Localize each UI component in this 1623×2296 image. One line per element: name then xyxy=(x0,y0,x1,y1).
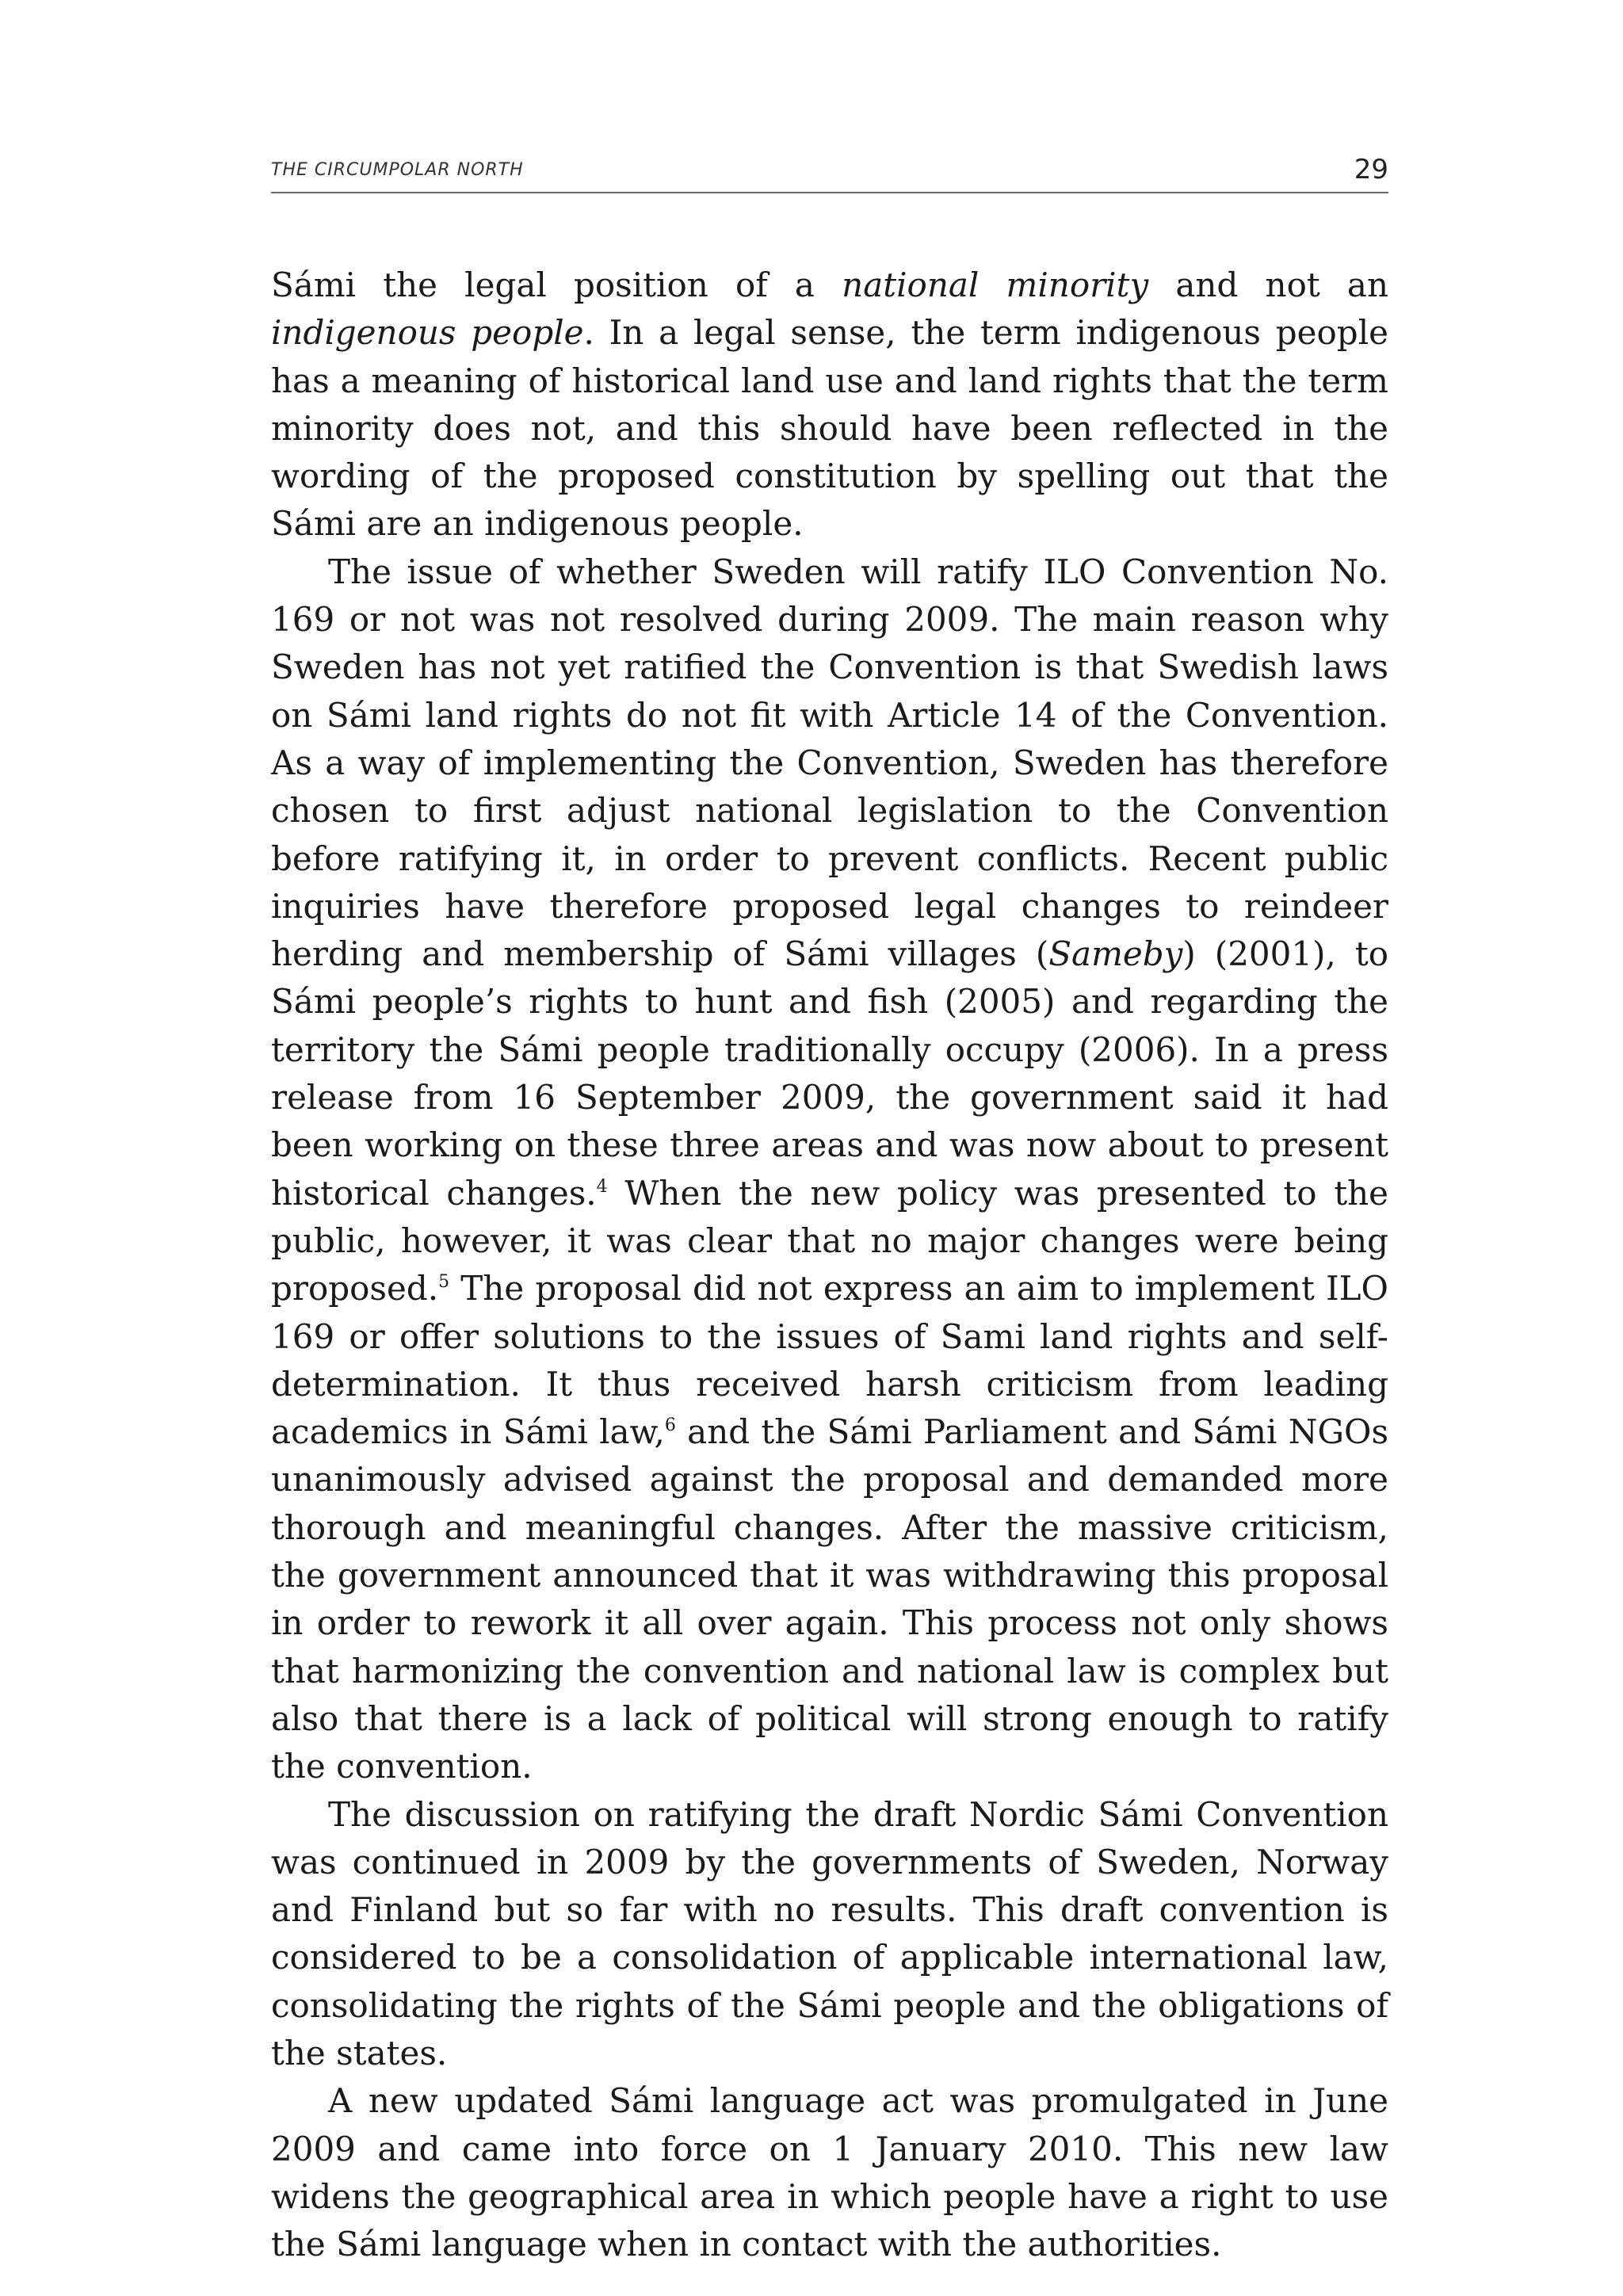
footnote-ref[interactable]: 6 xyxy=(664,1415,676,1436)
italic-term: indigenous people xyxy=(271,313,584,353)
text-run: and not an xyxy=(1148,266,1388,304)
text-run: The proposal did not express an aim to implement ILO 169 or offer solutions to the issues of Sami land rights and self-determination. It thus received harsh criticism from leading academics in Sámi law, xyxy=(271,1269,1388,1452)
text-run: The issue of whether Sweden will ratify ILO Convention No. 169 or not was not resolved during 2009. The main reason why Sweden has not yet ratified the Convention is that Swedish laws on Sámi land rights do not fit with Article 14 of the Convention. As a way of implementing the Convention, Sweden has therefore chosen to first adjust national legislation to the Convention before ratifying it, in order to prevent conflicts. Recent public inquiries have therefore proposed legal changes to reindeer herding and membership of Sámi villages ( xyxy=(271,552,1388,974)
body-text xyxy=(271,262,1388,2268)
footnote-ref[interactable]: 4 xyxy=(596,1176,608,1197)
paragraph xyxy=(271,262,1388,548)
text-run: ) (2001), to Sámi people’s rights to hunt and fish (2005) and regarding the territory the Sámi people traditionally occupy (2006). In a press release from 16 September 2009, the government said it had been working on these three areas and was now about to present historical changes. xyxy=(271,934,1389,1213)
page-number: 29 xyxy=(1354,154,1388,185)
italic-term: national minority xyxy=(842,266,1149,304)
running-header xyxy=(271,155,1388,193)
text-run: and the Sámi Parliament and Sámi NGOs unanimously advised against the proposal and demanded more thorough and meaningful changes. After the massive criticism, the government announced that it was withdrawing this proposal in order to rework it all over again. This process not only shows that harmonizing the convention and national law is complex but also that there is a lack of political will strong enough to ratify the convention. xyxy=(271,1412,1389,1786)
paragraph xyxy=(271,1791,1388,2078)
paragraph xyxy=(271,548,1388,1791)
italic-term: Sameby xyxy=(1048,934,1183,974)
text-run: . In a legal sense, the term indigenous people has a meaning of historical land use and land rights that the term minority does not, and this should have been reflected in the wording of the proposed constitution by spelling out that the Sámi are an indigenous people. xyxy=(271,313,1388,544)
running-title: THE CIRCUMPOLAR NORTH xyxy=(271,160,524,180)
text-run: A new updated Sámi language act was promulgated in June 2009 and came into force on 1 January 2010. This new law widens the geographical area in which people have a right to use the Sámi language when in contact with the authorities. xyxy=(271,2081,1388,2264)
text-run: Sámi the legal position of a xyxy=(271,266,842,304)
paragraph xyxy=(271,2077,1388,2268)
text-run: When the new policy was presented to the public, however, it was clear that no major changes were being proposed. xyxy=(271,1173,1388,1308)
text-run: The discussion on ratifying the draft Nordic Sámi Convention was continued in 2009 by the governments of Sweden, Norway and Finland but so far with no results. This draft convention is considered to be a consolidation of applicable international law, consolidating the rights of the Sámi people and the obligations of the states. xyxy=(271,1794,1388,2073)
footnote-ref[interactable]: 5 xyxy=(438,1272,450,1293)
